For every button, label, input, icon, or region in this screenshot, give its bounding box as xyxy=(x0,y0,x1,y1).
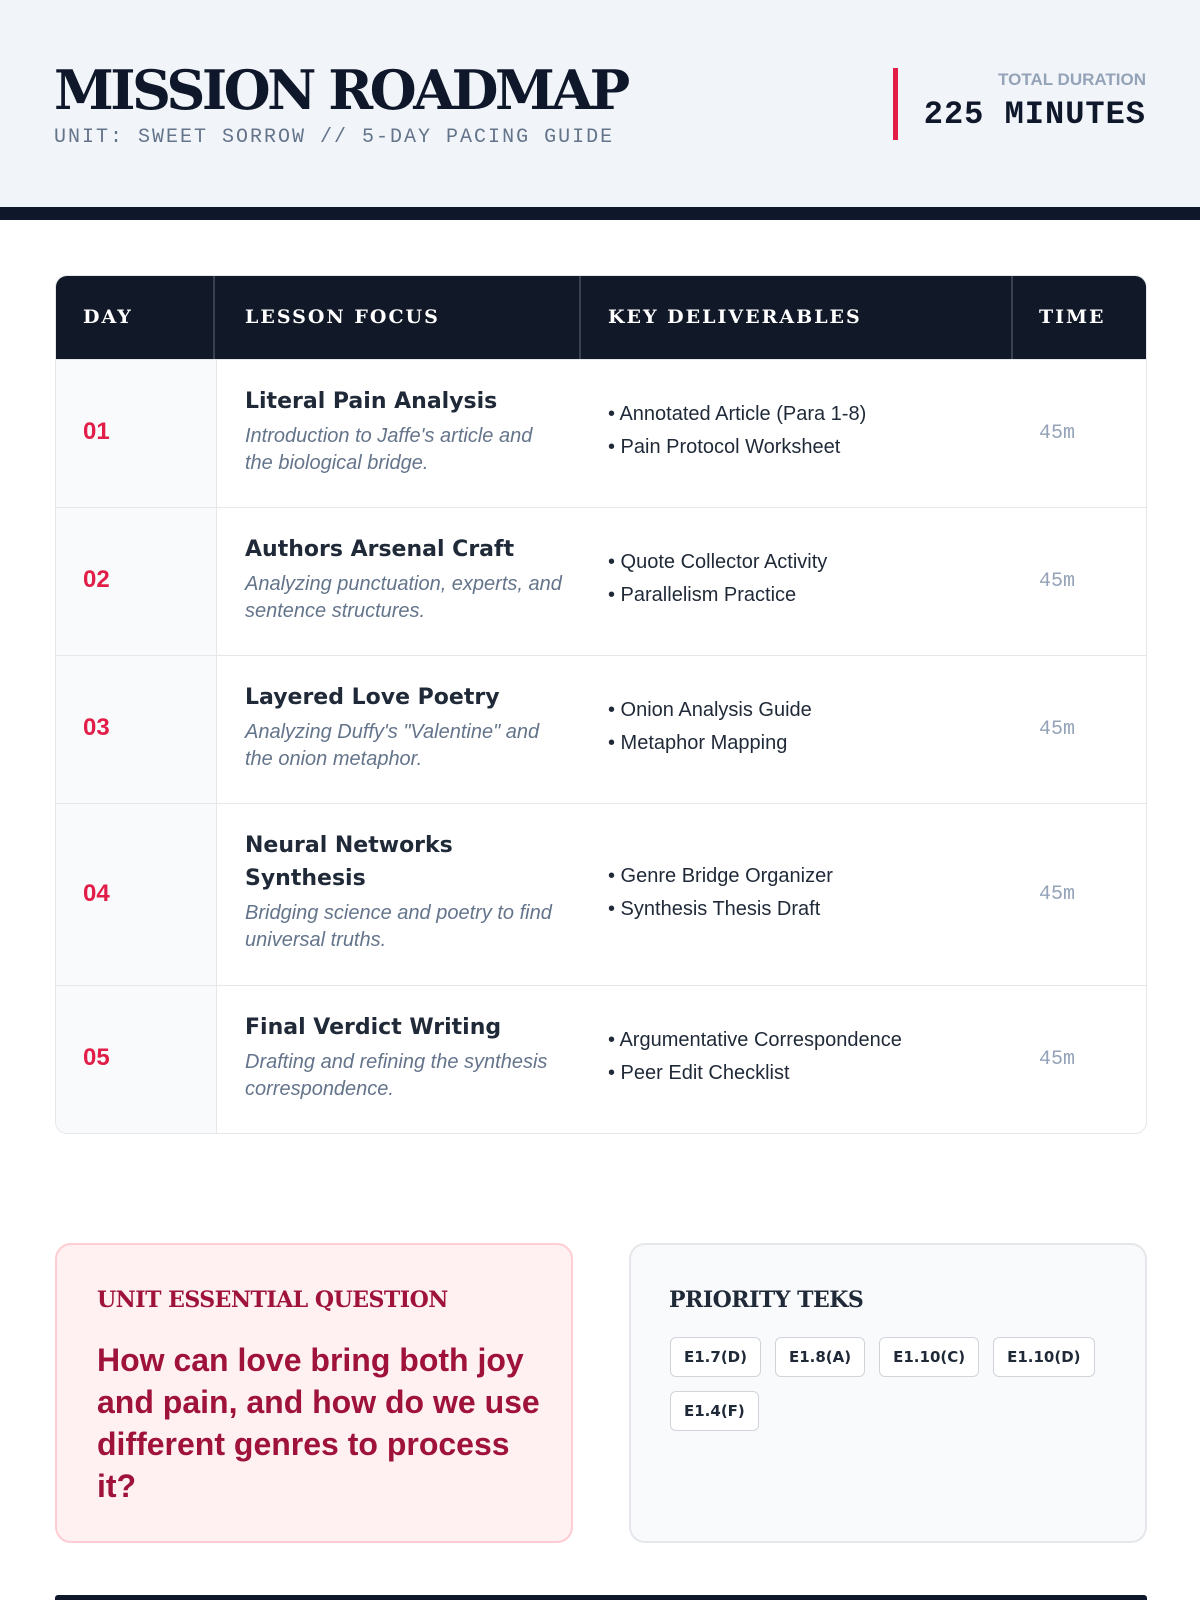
lesson-description: Bridging science and poetry to find universal truths. xyxy=(245,902,552,951)
day-number: 03 xyxy=(83,714,110,741)
column-header-time: TIME xyxy=(1039,306,1106,328)
column-divider xyxy=(1011,276,1013,359)
deliverable-item: • Parallelism Practice xyxy=(608,584,797,606)
day-cell xyxy=(56,508,217,655)
day-cell xyxy=(56,804,217,985)
deliverable-item: • Argumentative Correspondence xyxy=(608,1029,902,1051)
table-row xyxy=(56,507,1147,655)
duration-label: TOTAL DURATION xyxy=(998,70,1146,89)
page-header xyxy=(0,0,1200,207)
lesson-description: Introduction to Jaffe's article and the biological bridge. xyxy=(245,425,533,474)
deliverable-item: • Onion Analysis Guide xyxy=(608,699,812,721)
deliverables-list xyxy=(608,398,1028,464)
teks-chip: E1.8(A) xyxy=(775,1337,865,1377)
page-title: MISSION ROADMAP xyxy=(54,58,627,122)
lesson-time: 45m xyxy=(1039,718,1076,741)
deliverable-item: • Synthesis Thesis Draft xyxy=(608,898,821,920)
teks-chip: E1.10(D) xyxy=(993,1337,1094,1377)
column-divider xyxy=(579,276,581,359)
priority-teks-card xyxy=(629,1243,1147,1543)
deliverable-item: • Annotated Article (Para 1-8) xyxy=(608,403,867,425)
column-header-key-deliverables: KEY DELIVERABLES xyxy=(608,306,862,328)
column-header-lesson-focus: LESSON FOCUS xyxy=(245,306,440,328)
deliverables-list xyxy=(608,860,1028,926)
footer-divider xyxy=(55,1595,1147,1600)
deliverable-item: • Peer Edit Checklist xyxy=(608,1062,790,1084)
deliverable-item: • Metaphor Mapping xyxy=(608,732,788,754)
lesson-description: Drafting and refining the synthesis correspondence. xyxy=(245,1051,548,1100)
lesson-title: Authors Arsenal Craft xyxy=(245,537,515,562)
deliverables-list xyxy=(608,1024,1028,1090)
column-divider xyxy=(213,276,215,359)
deliverables-list xyxy=(608,694,1028,760)
lesson-description: Analyzing punctuation, experts, and sentence structures. xyxy=(245,573,562,622)
day-cell xyxy=(56,986,217,1134)
teks-chip: E1.4(F) xyxy=(670,1391,759,1431)
header-divider xyxy=(0,207,1200,220)
teks-chip: E1.7(D) xyxy=(670,1337,761,1377)
lesson-time: 45m xyxy=(1039,1048,1076,1071)
day-number: 04 xyxy=(83,880,110,907)
priority-teks-label: PRIORITY TEKS xyxy=(669,1287,864,1313)
table-row xyxy=(56,655,1147,803)
duration-accent-bar xyxy=(893,68,898,140)
deliverable-item: • Genre Bridge Organizer xyxy=(608,865,833,887)
table-header xyxy=(56,276,1147,359)
page-subtitle: UNIT: SWEET SORROW // 5-DAY PACING GUIDE xyxy=(54,126,615,149)
deliverables-list xyxy=(608,546,1028,612)
day-cell xyxy=(56,360,217,507)
lesson-title: Literal Pain Analysis xyxy=(245,389,498,414)
table-row xyxy=(56,803,1147,985)
lesson-title: Neural Networks Synthesis xyxy=(245,833,453,891)
table-row xyxy=(56,359,1147,507)
essential-question-card xyxy=(55,1243,573,1543)
teks-chip-list xyxy=(670,1337,1130,1431)
column-header-day: DAY xyxy=(83,306,133,328)
table-row xyxy=(56,985,1147,1134)
lesson-description: Analyzing Duffy's "Valentine" and the onion metaphor. xyxy=(245,721,540,770)
day-cell xyxy=(56,656,217,803)
day-number: 02 xyxy=(83,566,110,593)
lesson-time: 45m xyxy=(1039,570,1076,593)
day-number: 01 xyxy=(83,418,110,445)
lesson-title: Layered Love Poetry xyxy=(245,685,500,710)
deliverable-item: • Quote Collector Activity xyxy=(608,551,828,573)
duration-value: 225 MINUTES xyxy=(923,96,1146,133)
pacing-table xyxy=(55,275,1147,1134)
day-number: 05 xyxy=(83,1044,110,1071)
essential-question-label: UNIT ESSENTIAL QUESTION xyxy=(97,1287,448,1313)
deliverable-item: • Pain Protocol Worksheet xyxy=(608,436,841,458)
lesson-title: Final Verdict Writing xyxy=(245,1015,502,1040)
lesson-time: 45m xyxy=(1039,422,1076,445)
essential-question-text: How can love bring both joy and pain, and how do we use different genres to process it? xyxy=(97,1342,540,1504)
lesson-time: 45m xyxy=(1039,883,1076,906)
teks-chip: E1.10(C) xyxy=(879,1337,979,1377)
